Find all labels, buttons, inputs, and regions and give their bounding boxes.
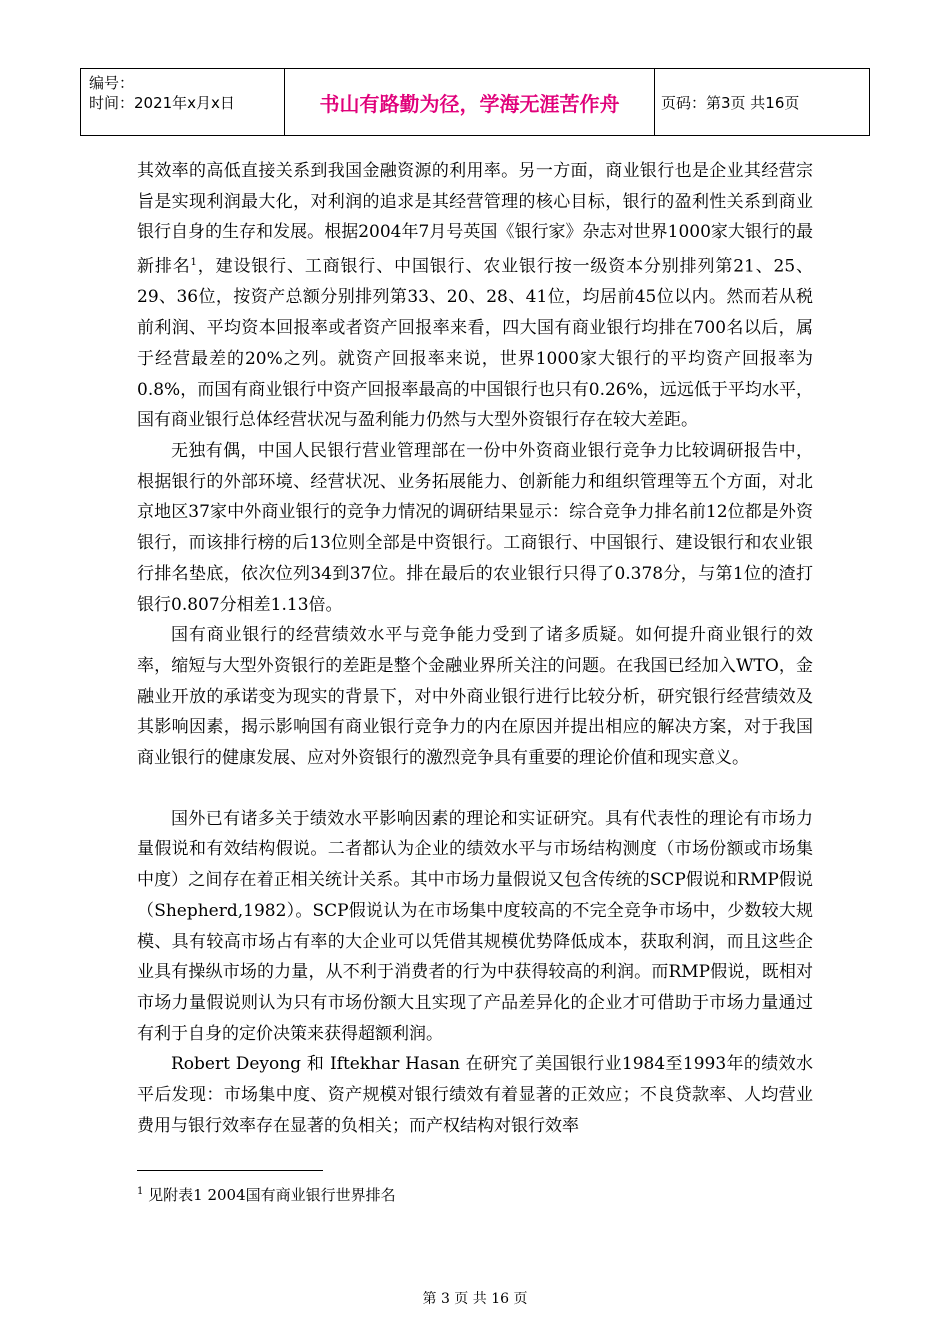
paragraph-1-text: 其效率的高低直接关系到我国金融资源的利用率。另一方面，商业银行也是企业其经营宗旨是实现利润最大化，对利润的追求是其经营管理的核心目标，银行的盈利性关系到商业银行自身的生存和发展。根据2004年7月号英国《银行家》杂志对世界1000家大银行的最新排名 — [137, 161, 813, 277]
paragraph-1-text-cont: ，建设银行、工商银行、中国银行、农业银行按一级资本分别排列第21、25、29、36位，按资产总额分别排列第33、20、28、41位，均居前45位以内。然而若从税前利润、平均资本回报率或者资产回报率来看，四大国有商业银行均排在700名以后，属于经营最差的20%之列。就资产回报率来说，世界1000家大银行的平均资产回报率为0.8%，而国有商业银行中资产回报率最高的中国银行也只有0.26%，远远低于平均水平，国有商业银行总体经营状况与盈利能力仍然与大型外资银行存在较大差距。 — [137, 256, 814, 431]
paragraph-4: 国外已有诸多关于绩效水平影响因素的理论和实证研究。具有代表性的理论有市场力量假说和有效结构假说。二者都认为企业的绩效水平与市场结构测度（市场份额或市场集中度）之间存在着正相关统计关系。其中市场力量假说又包含传统的SCP假说和RMP假说（Shepherd,1982）。SCP假说认为在市场集中度较高的不完全竞争市场中，少数较大规模、具有较高市场占有率的大企业可以凭借其规模优势降低成本，获取利润，而且这些企业具有操纵市场的力量，从不利于消费者的行为中获得较高的利润。而RMP假说，既相对市场力量假说则认为只有市场份额大且实现了产品差异化的企业才可借助于市场力量通过有利于自身的定价决策来获得超额利润。 — [137, 808, 813, 1044]
footnote-marker: 1 — [137, 1186, 144, 1197]
page-footer: 第 3 页 共 16 页 — [422, 1291, 528, 1307]
time-label: 时间：2021年x月x日 — [89, 94, 235, 112]
paragraph-gap — [137, 774, 813, 804]
header-page-label: 页码：第3页 共16页 — [661, 93, 800, 112]
document-body — [137, 156, 813, 1141]
paragraph-3: 国有商业银行的经营绩效水平与竞争能力受到了诸多质疑。如何提升商业银行的效率，缩短与大型外资银行的差距是整个金融业界所关注的问题。在我国已经加入WTO，金融业开放的承诺变为现实的背景下，对中外商业银行进行比较分析，研究银行经营绩效及其影响因素，揭示影响国有商业银行竞争力的内在原因并提出相应的解决方案，对于我国商业银行的健康发展、应对外资银行的激烈竞争具有重要的理论价值和现实意义。 — [137, 625, 813, 769]
paragraph-1 — [137, 156, 813, 436]
paragraph-2: 无独有偶，中国人民银行营业管理部在一份中外资商业银行竞争力比较调研报告中，根据银行的外部环境、经营状况、业务拓展能力、创新能力和组织管理等五个方面，对北京地区37家中外商业银行的竞争力情况的调研结果显示：综合竞争力排名前12位都是外资银行，而该排行榜的后13位则全部是中资银行。工商银行、中国银行、建设银行和农业银行排名垫底，依次位列34到37位。排在最后的农业银行只得了0.378分，与第1位的渣打银行0.807分相差1.13倍。 — [137, 440, 813, 615]
page-header — [80, 68, 870, 136]
header-meta — [81, 69, 285, 135]
footnote-divider — [137, 1170, 323, 1171]
header-motto: 书山有路勤为径，学海无涯苦作舟 — [285, 69, 655, 135]
footnote — [137, 1184, 396, 1205]
number-label: 编号： — [89, 74, 135, 92]
paragraph-5: Robert Deyong 和 Iftekhar Hasan 在研究了美国银行业1984至1993年的绩效水平后发现：市场集中度、资产规模对银行绩效有着显著的正效应；不良贷款率、人均营业费用与银行效率存在显著的负相关；而产权结构对银行效率 — [137, 1054, 813, 1136]
footnote-text: 见附表1 2004国有商业银行世界排名 — [143, 1186, 396, 1204]
footnote-ref: 1 — [190, 257, 197, 269]
